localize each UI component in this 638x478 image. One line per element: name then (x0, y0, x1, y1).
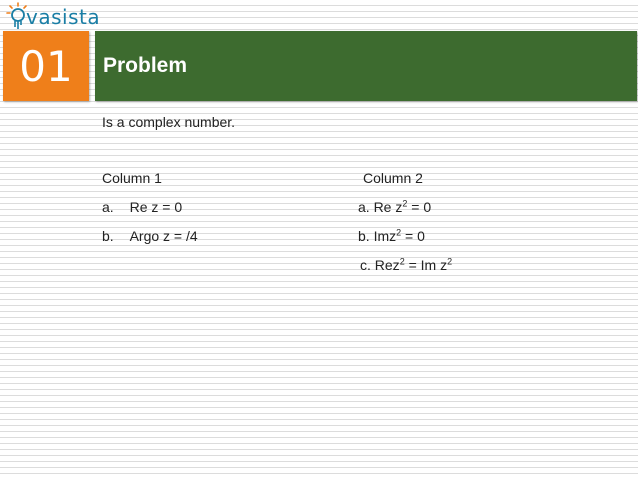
col1-item-b-text: Argo z = /4 (129, 228, 198, 244)
col2-item-c-rhs: = Im z (404, 257, 448, 273)
col2-item-b (358, 228, 425, 244)
col1-item-a-marker: a. (102, 199, 114, 215)
col1-item-a (102, 199, 182, 215)
col2-item-b-rhs: = 0 (401, 228, 425, 244)
col2-item-b-exp: 2 (396, 227, 402, 238)
col2-item-a (358, 199, 431, 215)
vasista-logo (6, 2, 100, 30)
col2-item-c-lhs: c. Rez (360, 257, 400, 273)
col2-item-c (360, 257, 452, 273)
col1-item-b-marker: b. (102, 228, 114, 244)
section-number-box (3, 31, 89, 101)
col2-item-a-exp: 2 (402, 198, 408, 209)
col1-item-a-text: Re z = 0 (129, 199, 183, 215)
column-2-header: Column 2 (363, 170, 423, 186)
column-1-header: Column 1 (102, 170, 162, 186)
section-number: 01 (19, 41, 73, 91)
col2-item-b-lhs: b. Imz (358, 228, 397, 244)
col2-item-a-lhs: a. Re z (358, 199, 403, 215)
intro-text: Is a complex number. (102, 114, 236, 130)
title-bar (95, 31, 637, 101)
slide-title: Problem (103, 54, 188, 77)
col2-item-a-rhs: = 0 (407, 199, 432, 215)
col1-item-b (102, 228, 198, 244)
col2-item-c-rhs-exp: 2 (447, 256, 453, 267)
logo-wordmark: vasista (26, 5, 101, 29)
col2-item-c-exp: 2 (399, 256, 405, 267)
